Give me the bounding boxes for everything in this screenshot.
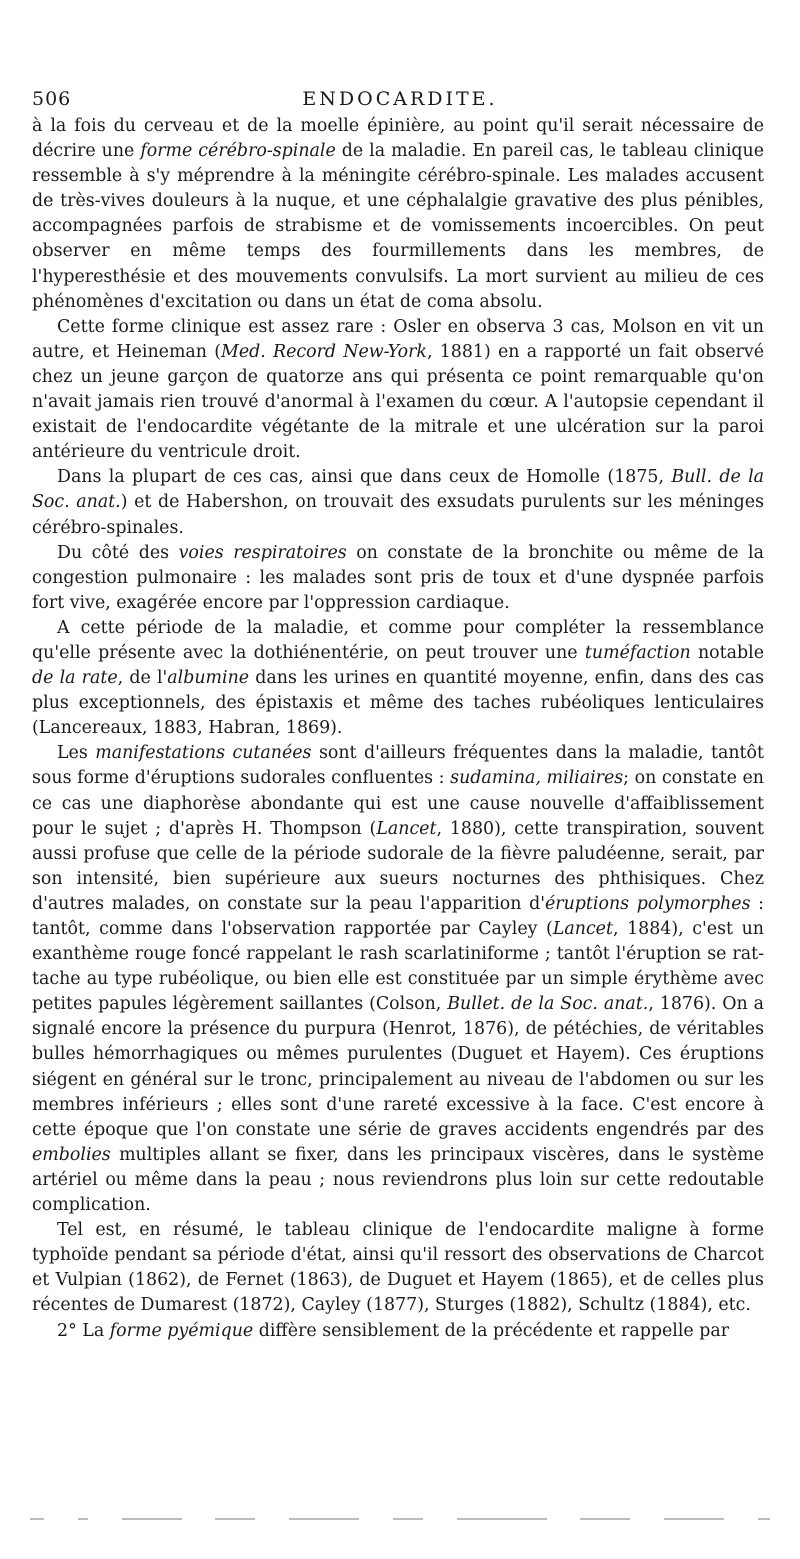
text-run: notable: [690, 642, 764, 663]
italic-phrase: tuméfaction: [584, 642, 691, 663]
paragraph: [32, 315, 764, 466]
text-run: Cette forme clinique est assez rare : Osler en observa 3 cas, Molson en vit un autre, et Heineman (: [32, 316, 764, 362]
text-run: Les: [57, 743, 96, 764]
italic-phrase: albumine: [167, 668, 250, 689]
text-run: , 1884), c'est un exanthème rouge foncé rappelant le rash scarlatiniforme ; tantôt l'éruption se rattache au type rubéolique, ou bien elle est constituée par un simple érythème avec petites papules légèrement saillantes (Colson,: [32, 919, 764, 1015]
italic-phrase: voies respiratoires: [178, 542, 347, 563]
italic-phrase: Med. Record New-York: [221, 341, 427, 362]
italic-phrase: Bull. de la Soc. anat.: [32, 467, 765, 513]
text-run: Tel est, en résumé, le tableau clinique de l'endocardite maligne à forme typhoïde pendant sa période d'état, ainsi qu'il ressort des observations de Charcot et Vulpian (1862), de Fernet (1863), de Duguet et Hayem (1865), et de celles plus récentes de Dumarest (1872), Cayley (1877), Sturges (1882), Schultz (1884), etc.: [32, 1220, 764, 1316]
paragraph: [32, 1319, 764, 1344]
italic-phrase: manifestations cutanées: [95, 743, 312, 764]
text-run: on constate de la bronchite ou même de la congestion pulmonaire : les malades sont pris de toux et d'une dyspnée parfois fort vive, exagérée encore par l'oppression cardiaque.: [32, 542, 764, 613]
running-title: ENDOCARDITE.: [302, 88, 498, 110]
text-run: diffère sensiblement de la précédente et rappelle par: [253, 1320, 730, 1341]
italic-phrase: éruptions polymorphes: [544, 893, 751, 914]
text-run: ; on constate en ce cas une diaphorèse abondante qui est une cause nouvelle d'affaiblissement pour le sujet ; d'après H. Thompson (: [32, 768, 764, 839]
text-run: : tantôt, comme dans l'observation rapportée par Cayley (: [32, 893, 764, 939]
text-run: sont d'ailleurs fréquentes dans la maladie, tantôt sous forme d'éruptions sudorales confluentes :: [32, 743, 764, 789]
text-run: ) et de Habershon, on trouvait des exsudats purulents sur les méninges cérébro-spinales.: [32, 492, 764, 538]
text-run: 2° La: [57, 1320, 110, 1341]
italic-phrase: Lancet: [552, 919, 613, 939]
italic-phrase: Lancet: [376, 818, 437, 839]
text-run: multiples allant se fixer, dans les principaux viscères, dans le système artériel ou même dans la peau ; nous reviendrons plus loin sur cette redoutable complication.: [32, 1144, 764, 1216]
text-run: A cette période de la maladie, et comme pour compléter la ressemblance qu'elle présente avec la dothiénentérie, on peut trouver une: [32, 617, 764, 663]
italic-phrase: de la rate: [32, 668, 118, 689]
text-run: , 1880), cette transpiration, souvent aussi profuse que celle de la période sudorale de la fièvre paludéenne, serait, par son intensité, bien supérieure aux sueurs nocturnes des phthisiques. Chez d'autres malades, on constate sur la peau l'apparition d': [32, 818, 764, 914]
text-run: , 1876). On a signalé encore la présence du purpura (Henrot, 1876), de pétéchies, de véritables bulles hémorrhagiques ou mêmes purulentes (Duguet et Hayem). Ces éruptions siégent en général sur le tronc, principalement au niveau de l'abdomen ou sur les membres inférieurs ; elles sont d'une rareté excessive à la face. C'est encore à cette époque que l'on constate une série de graves accidents engendrés par des: [32, 994, 764, 1140]
paragraph: [32, 465, 764, 540]
body-text: [32, 114, 764, 1344]
text-run: dans les urines en quantité moyenne, enfin, dans des cas plus exceptionnels, des épistaxis et même des taches rubéoliques lenticulaires (Lancereaux, 1883, Habran, 1869).: [32, 668, 765, 739]
paragraph: [32, 741, 764, 1218]
paragraph: [32, 1218, 764, 1318]
page-header: [32, 88, 768, 112]
page-number: 506: [32, 88, 72, 110]
italic-phrase: forme cérébro-spinale: [140, 141, 336, 162]
italic-phrase: sudamina, miliaires: [450, 768, 624, 789]
italic-phrase: Bullet. de la Soc. anat.: [447, 994, 649, 1015]
bleed-through-marks: [30, 1512, 770, 1526]
text-run: Du côté des: [57, 542, 179, 563]
text-run: , 1881) en a rapporté un fait observé chez un jeune garçon de quatorze ans qui présenta ce point remarquable qu'on n'avait jamais rien trouvé d'anormal à l'examen du cœur. A l'autopsie cependant il existait de l'endocardite végétante de la mitrale et une ulcération sur la paroi antérieure du ventricule droit.: [32, 341, 764, 463]
paragraph: [32, 114, 764, 315]
paragraph: [32, 616, 764, 741]
italic-phrase: forme pyémique: [109, 1320, 254, 1341]
text-run: , de l': [117, 668, 168, 689]
text-run: à la fois du cerveau et de la moelle épinière, au point qu'il serait nécessaire de décrire une: [32, 116, 764, 162]
italic-phrase: embolies: [32, 1144, 111, 1165]
text-run: de la maladie. En pareil cas, le tableau clinique ressemble à s'y méprendre à la méningite cérébro-spinale. Les malades accusent de très-vives douleurs à la nuque, et une céphalalgie gravative des plus pénibles, accompagnées parfois de strabisme et de vomissements incoercibles. On peut observer en même temps des fourmillements dans les membres, de l'hyperesthésie et des mouvements convulsifs. La mort survient au milieu de ces phénomènes d'excitation ou dans un état de coma absolu.: [32, 141, 765, 312]
paragraph: [32, 541, 764, 616]
text-run: Dans la plupart de ces cas, ainsi que dans ceux de Homolle (1875,: [57, 467, 672, 488]
